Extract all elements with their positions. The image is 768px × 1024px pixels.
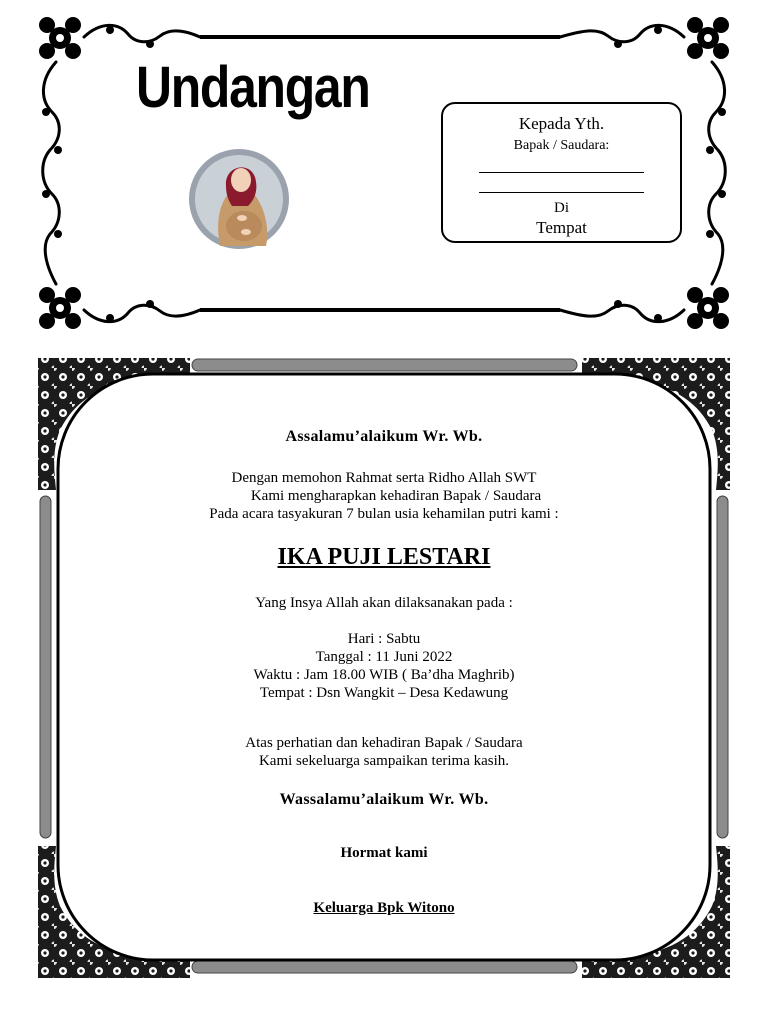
recipient-to: Kepada Yth. bbox=[518, 114, 605, 133]
schedule-intro: Yang Insya Allah akan dilaksanakan pada : bbox=[255, 595, 513, 611]
regards: Hormat kami bbox=[340, 845, 428, 861]
event-date: Tanggal : 11 Juni 2022 bbox=[315, 649, 453, 665]
opening-greeting: Assalamu’alaikum Wr. Wb. bbox=[285, 428, 483, 445]
recipient-name-line bbox=[479, 192, 644, 193]
thanks-line: Atas perhatian dan kehadiran Bapak / Saudara bbox=[245, 735, 523, 751]
intro-line: Kami mengharapkan kehadiran Bapak / Saudara bbox=[250, 488, 542, 504]
event-venue: Tempat : Dsn Wangkit – Desa Kedawung bbox=[259, 685, 509, 701]
thanks-line: Kami sekeluarga sampaikan terima kasih. bbox=[258, 753, 510, 769]
pregnant-woman-illustration bbox=[186, 146, 292, 252]
event-day: Hari : Sabtu bbox=[347, 631, 421, 647]
recipient-address-box bbox=[441, 102, 682, 243]
honoree-name: IKA PUJI LESTARI bbox=[277, 544, 491, 570]
recipient-place: Tempat bbox=[536, 218, 587, 237]
invitation-title: Undangan bbox=[136, 55, 370, 120]
closing-greeting: Wassalamu’alaikum Wr. Wb. bbox=[279, 791, 489, 808]
envelope-card bbox=[0, 0, 768, 340]
event-time: Waktu : Jam 18.00 WIB ( Ba’dha Maghrib) bbox=[253, 667, 515, 683]
intro-line: Dengan memohon Rahmat serta Ridho Allah SWT bbox=[231, 470, 537, 486]
recipient-salutation: Bapak / Saudara: bbox=[513, 138, 610, 153]
signature: Keluarga Bpk Witono bbox=[313, 900, 455, 916]
recipient-name-line bbox=[479, 172, 644, 173]
intro-line: Pada acara tasyakuran 7 bulan usia kehamilan putri kami : bbox=[209, 506, 559, 522]
invitation-letter-card bbox=[0, 350, 768, 990]
recipient-di: Di bbox=[554, 200, 569, 216]
